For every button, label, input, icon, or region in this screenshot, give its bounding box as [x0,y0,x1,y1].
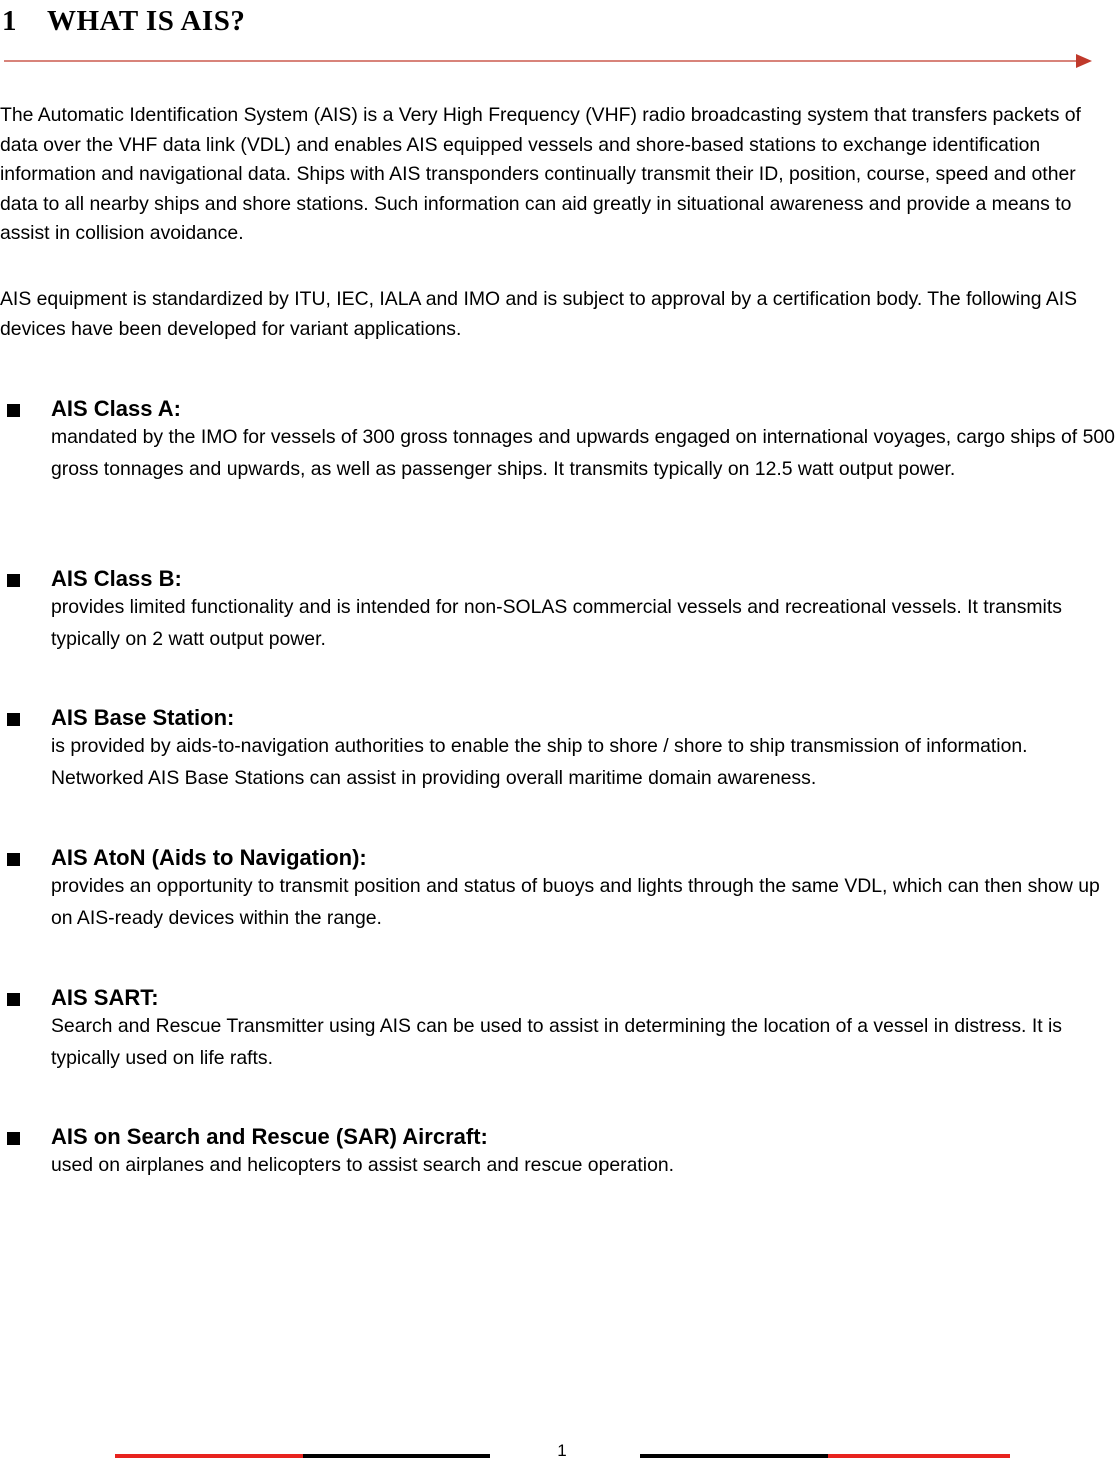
square-bullet-icon [7,713,20,726]
item-title: AIS SART: [51,985,159,1010]
heading-rule [4,53,1092,69]
item-description: provides limited functionality and is intended for non-SOLAS commercial vessels and recreational vessels. It transmits typically on 2 watt output power. [51,596,1062,650]
page-footer [0,1440,1120,1461]
square-bullet-icon [7,1132,20,1145]
footer-bar-black-left [303,1454,490,1458]
footer-bar-red-left [115,1454,303,1458]
square-bullet-icon [7,574,20,587]
square-bullet-icon [7,404,20,417]
section-title: WHAT IS AIS? [47,4,246,37]
item-title: AIS Class B: [51,566,182,591]
footer-bar-black-right [640,1454,828,1458]
item-title: AIS on Search and Rescue (SAR) Aircraft: [51,1124,488,1149]
page-number: 1 [557,1441,567,1460]
square-bullet-icon [7,993,20,1006]
item-description: is provided by aids-to-navigation authorities to enable the ship to shore / shore to ship transmission of information. Networked AIS Base Stations can assist in providing overall maritime domain awareness. [51,735,1028,789]
item-title: AIS AtoN (Aids to Navigation): [51,845,367,870]
rule-arrowhead [1076,54,1092,68]
item-title: AIS Base Station: [51,705,235,730]
section-number: 1 [2,4,17,37]
item-description: used on airplanes and helicopters to assist search and rescue operation. [51,1154,675,1176]
item-description: Search and Rescue Transmitter using AIS can be used to assist in determining the location of a vessel in distress. It is typically used on life rafts. [51,1015,1062,1069]
item-description: mandated by the IMO for vessels of 300 gross tonnages and upwards engaged on international voyages, cargo ships of 500 gross tonnages and upwards, as well as passenger ships. It transmits typically on 12.5 watt output power. [51,426,1115,480]
item-title: AIS Class A: [51,396,182,421]
arrow-rule-icon [4,53,1092,69]
square-bullet-icon [7,853,20,866]
section-heading [2,0,245,42]
footer-bar-red-right [828,1454,1010,1458]
intro-paragraph-1: The Automatic Identification System (AIS) is a Very High Frequency (VHF) radio broadcasting system that transfers packets of data over the VHF data link (VDL) and enables AIS equipped vessels and shore-based stations to exchange identification information and navigational data. Ships with AIS transponders continually transmit their ID, position, course, speed and other data to all nearby ships and shore stations. Such information can aid greatly in situational awareness and provide a means to assist in collision avoidance. [0,104,1081,244]
intro-paragraph-2: AIS equipment is standardized by ITU, IEC, IALA and IMO and is subject to approval by a certification body. The following AIS devices have been developed for variant applications. [0,288,1078,340]
item-description: provides an opportunity to transmit position and status of buoys and lights through the same VDL, which can then show up on AIS-ready devices within the range. [51,875,1100,929]
